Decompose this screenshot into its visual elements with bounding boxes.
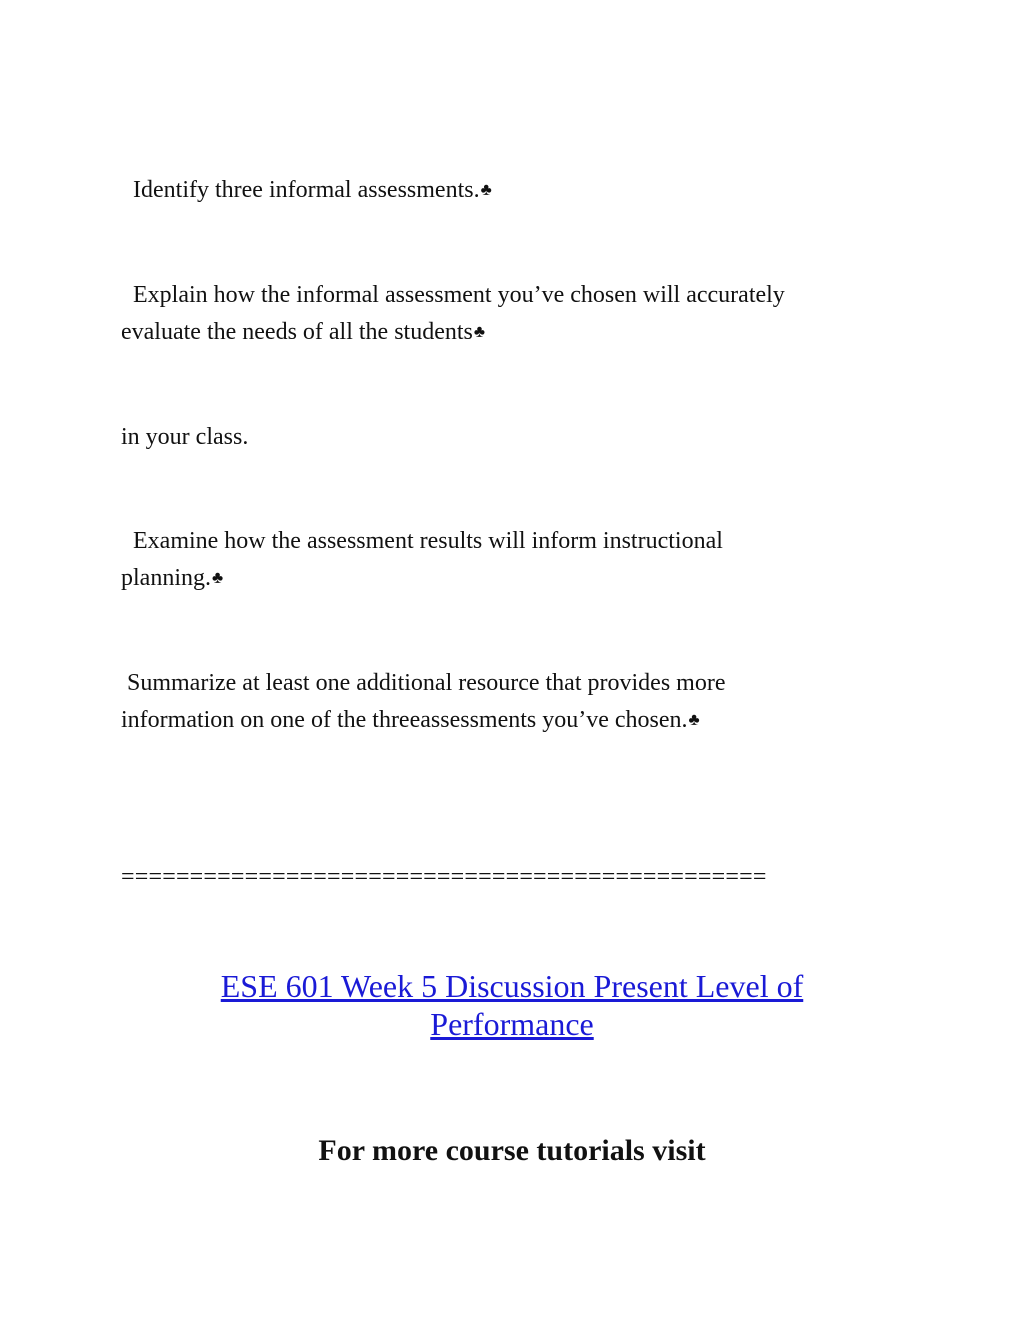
item-5-text-line-2: information on one of the threeassessments you’ve chosen.: [121, 707, 688, 733]
item-2-line-1: [121, 277, 785, 314]
item-4-text-line-2: planning.: [121, 565, 211, 591]
item-5-line-1: [121, 665, 725, 702]
item-1-text: Identify three informal assessments.: [133, 177, 480, 203]
item-4-line-2: [121, 560, 223, 598]
club-bullet-icon: ♣: [473, 322, 486, 341]
item-5-text-line-1: Summarize at least one additional resource that provides more: [127, 670, 726, 696]
separator-line: ===============================================: [121, 864, 767, 890]
item-3-text: in your class.: [121, 424, 249, 450]
item-4-line-1: [121, 523, 723, 560]
club-bullet-icon: ♣: [688, 710, 700, 729]
item-2-line-2: [121, 314, 485, 352]
item-5-line-2: [121, 702, 700, 740]
item-1-line-1: [121, 172, 492, 210]
club-bullet-icon: ♣: [480, 180, 492, 199]
club-bullet-icon: ♣: [212, 568, 224, 587]
course-link-line-2[interactable]: Performance: [430, 1006, 594, 1042]
item-4-text-line-1: Examine how the assessment results will inform instructional: [133, 528, 723, 554]
item-3-line-1: [121, 419, 248, 456]
item-2-text-line-1: Explain how the informal assessment you’ve chosen will accurately: [133, 282, 785, 308]
course-link-line-1[interactable]: ESE 601 Week 5 Discussion Present Level of: [220, 968, 804, 1004]
item-2-text-line-2: evaluate the needs of all the students: [121, 319, 473, 345]
footer-heading: For more course tutorials visit: [318, 1134, 706, 1167]
